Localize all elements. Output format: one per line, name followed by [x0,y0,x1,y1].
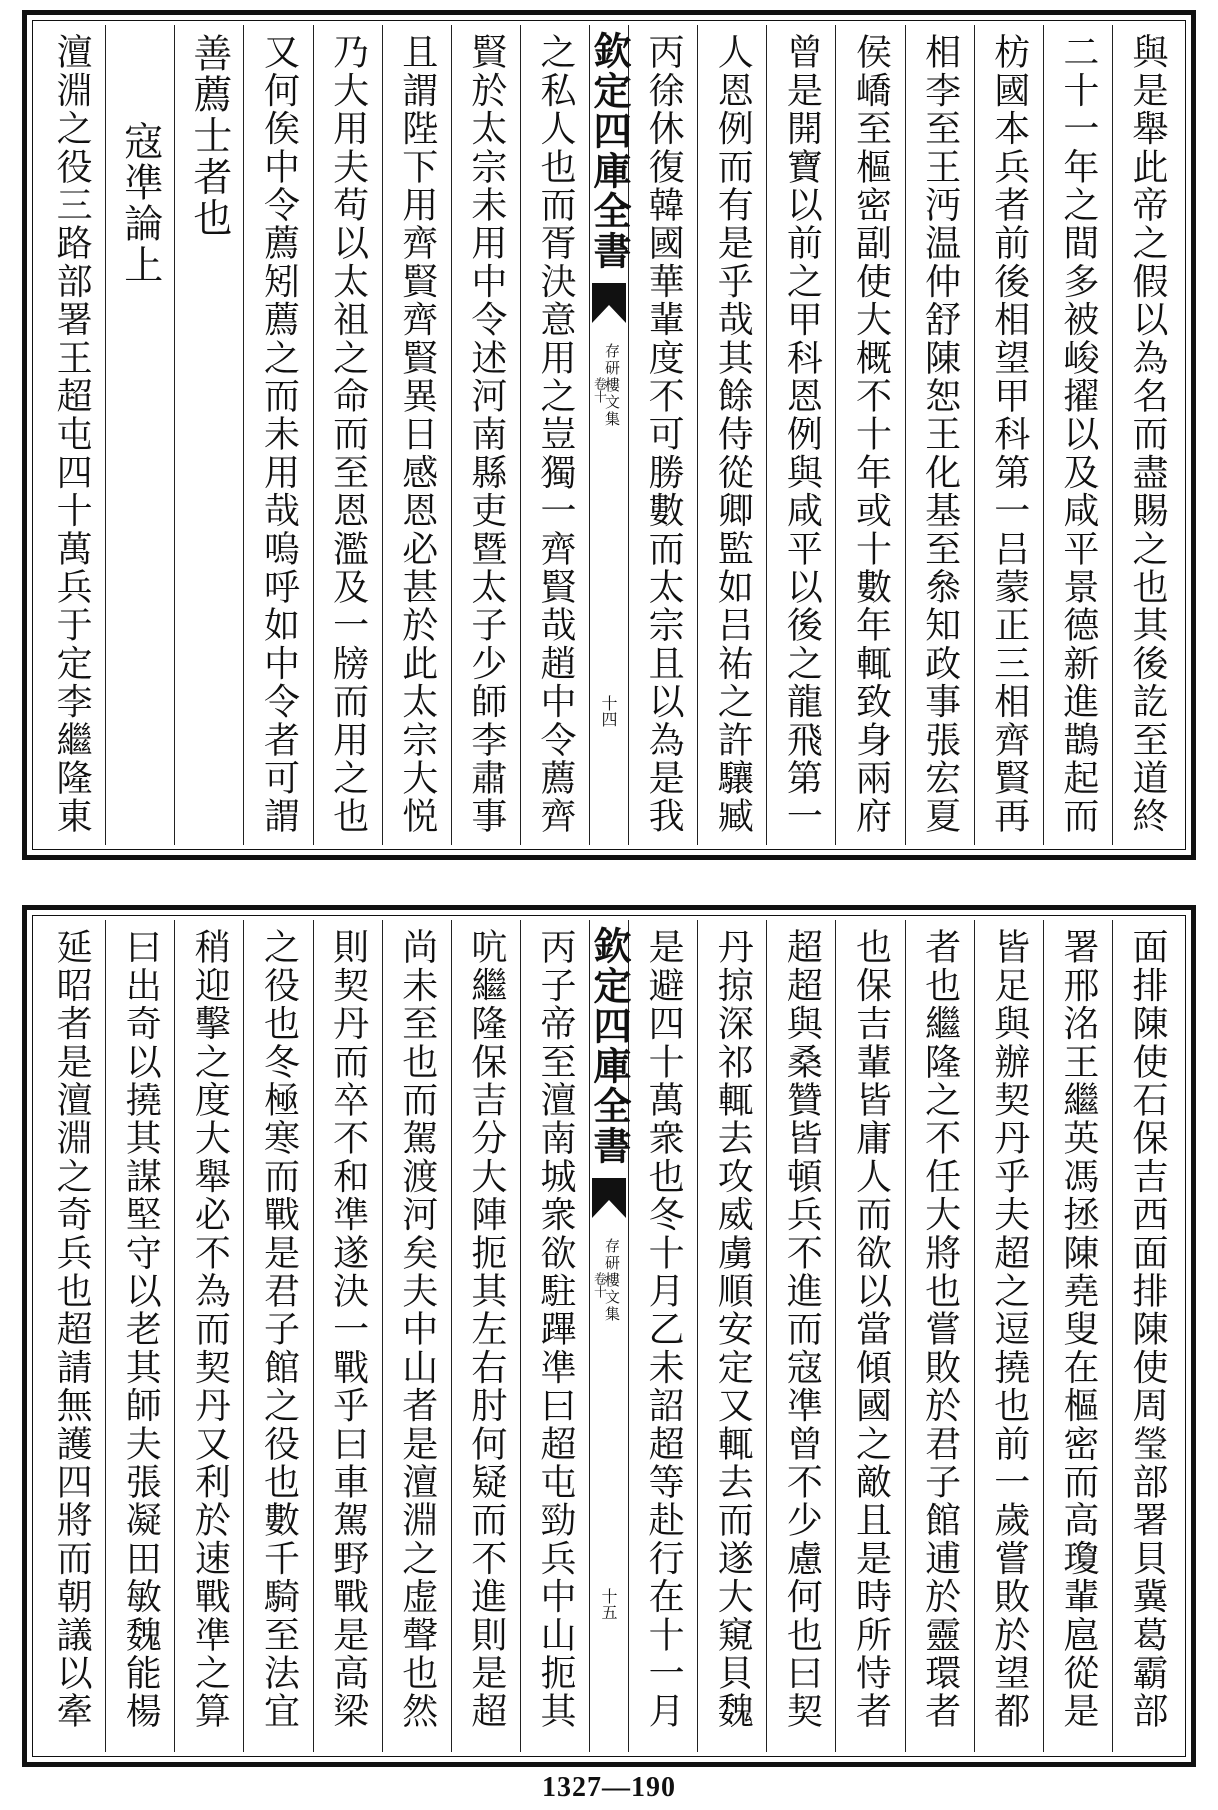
text-columns-top [37,25,1181,845]
column-text: 相李至王沔温仲舒陳恕王化基至叅知政事張宏夏 [919,33,961,836]
column-text: 延昭者是澶淵之奇兵也超請無護四將而朝議以牽 [51,928,93,1731]
column-text: 之役也冬極寒而戰是君子館之役也數千騎至法宜 [258,928,300,1731]
text-column [1112,25,1181,845]
column-text: 署邢洺王繼英馮拯陳堯叟在樞密而高瓊輩扈從是 [1057,928,1099,1731]
column-text: 也保吉輩皆庸人而欲以當傾國之敵且是時所恃者 [850,928,892,1731]
column-text: 丙徐休復韓國華輩度不可勝數而太宗且以為是我 [643,33,685,836]
text-column [628,920,697,1752]
series-title: 欽定四庫全書 [587,31,632,271]
column-text: 枋國本兵者前後相望甲科第一吕蒙正三相齊賢再 [988,33,1030,836]
column-text: 曾是開寶以前之甲科恩例與咸平以後之龍飛第一 [781,33,823,836]
text-column [174,25,243,845]
text-column [174,920,243,1752]
column-text: 人恩例而有是乎哉其餘侍從卿監如吕祐之許驤臧 [712,33,754,836]
text-column [1043,920,1112,1752]
column-text: 稍迎擊之度大舉必不為而契丹又利於速戰凖之算 [189,928,231,1731]
text-column [520,25,589,845]
column-text: 善薦士者也 [186,33,232,239]
text-column [382,920,451,1752]
leaf-number: 十四 [599,695,618,727]
book-title: 存研樓文集 [603,1238,621,1323]
text-column [697,25,766,845]
fish-tail-mark [592,1178,626,1218]
column-text: 又何俟中令薦矧薦之而未用哉嗚呼如中令者可謂 [258,33,300,836]
text-column [382,25,451,845]
column-text: 面排陳使石保吉西面排陳使周瑩部署貝冀葛霸部 [1126,928,1168,1731]
column-text: 澶淵之役三路部署王超屯四十萬兵于定李繼隆東 [51,33,93,836]
text-column [243,25,312,845]
column-text: 吭繼隆保吉分大陣扼其左右肘何疑而不進則是超 [465,928,507,1731]
column-text: 丙子帝至澶南城衆欲駐蹕凖曰超屯勁兵中山扼其 [534,928,576,1731]
page-footer-number: 1327—190 [542,1772,676,1803]
essay-title: 寇凖論上 [117,121,163,286]
text-column [243,920,312,1752]
page-leaf-bottom [22,905,1196,1767]
column-text: 且謂陛下用齊賢齊賢異日感恩必甚於此太宗大悦 [396,33,438,836]
column-text: 乃大用夫苟以太祖之命而至恩濫及一牓而用之也 [327,33,369,836]
column-text: 曰出奇以撓其謀堅守以老其師夫張凝田敏魏能楊 [120,928,162,1731]
column-text: 則契丹而卒不和凖遂決一戰乎曰車駕野戰是高梁 [327,928,369,1731]
text-column [766,920,835,1752]
text-column [974,25,1043,845]
leaf-number: 十五 [599,1588,618,1620]
text-columns-bottom [37,920,1181,1752]
column-text: 侯嶠至樞密副使大概不十年或十數年輒致身兩府 [850,33,892,836]
text-column [697,920,766,1752]
book-title: 存研樓文集 [603,343,621,428]
page-leaf-top [22,10,1196,860]
text-column [105,920,174,1752]
column-text: 者也繼隆之不任大將也嘗敗於君子館逋於靈環者 [919,928,961,1731]
column-text: 尚未至也而駕渡河矣夫中山者是澶淵之虚聲也然 [396,928,438,1731]
column-text: 超超與桑贊皆頓兵不進而寇凖曾不少慮何也曰契 [781,928,823,1731]
column-text: 是避四十萬衆也冬十月乙未詔超等赴行在十一月 [643,928,685,1731]
text-column [37,920,105,1752]
series-title: 欽定四庫全書 [587,926,632,1166]
column-text: 皆足與辦契丹乎夫超之逗撓也前一歲嘗敗於望都 [988,928,1030,1731]
text-column [313,25,382,845]
text-column [905,920,974,1752]
text-column [835,920,904,1752]
text-column [835,25,904,845]
fish-tail-mark [592,283,626,323]
text-column [628,25,697,845]
column-text: 與是舉此帝之假以為名而盡賜之也其後訖至道終 [1126,33,1168,836]
text-column [905,25,974,845]
text-column [451,920,520,1752]
text-column [974,920,1043,1752]
text-column [37,25,105,845]
text-column [1112,920,1181,1752]
essay-title-column [105,25,174,845]
text-column [520,920,589,1752]
juan-number: 卷十 [591,377,606,403]
text-column [1043,25,1112,845]
column-text: 賢於太宗未用中令述河南縣吏暨太子少師李肅事 [465,33,507,836]
center-spine-bottom [587,920,632,1752]
column-text: 之私人也而胥決意用之豈獨一齊賢哉趙中令薦齊 [534,33,576,836]
juan-number: 卷十 [591,1272,606,1298]
center-spine-top [587,25,632,845]
text-column [766,25,835,845]
text-column [313,920,382,1752]
column-text: 二十一年之間多被峻擢以及咸平景德新進鵲起而 [1057,33,1099,836]
column-text: 丹掠深祁輒去攻威虜順安定又輒去而遂大窺貝魏 [712,928,754,1731]
text-column [451,25,520,845]
